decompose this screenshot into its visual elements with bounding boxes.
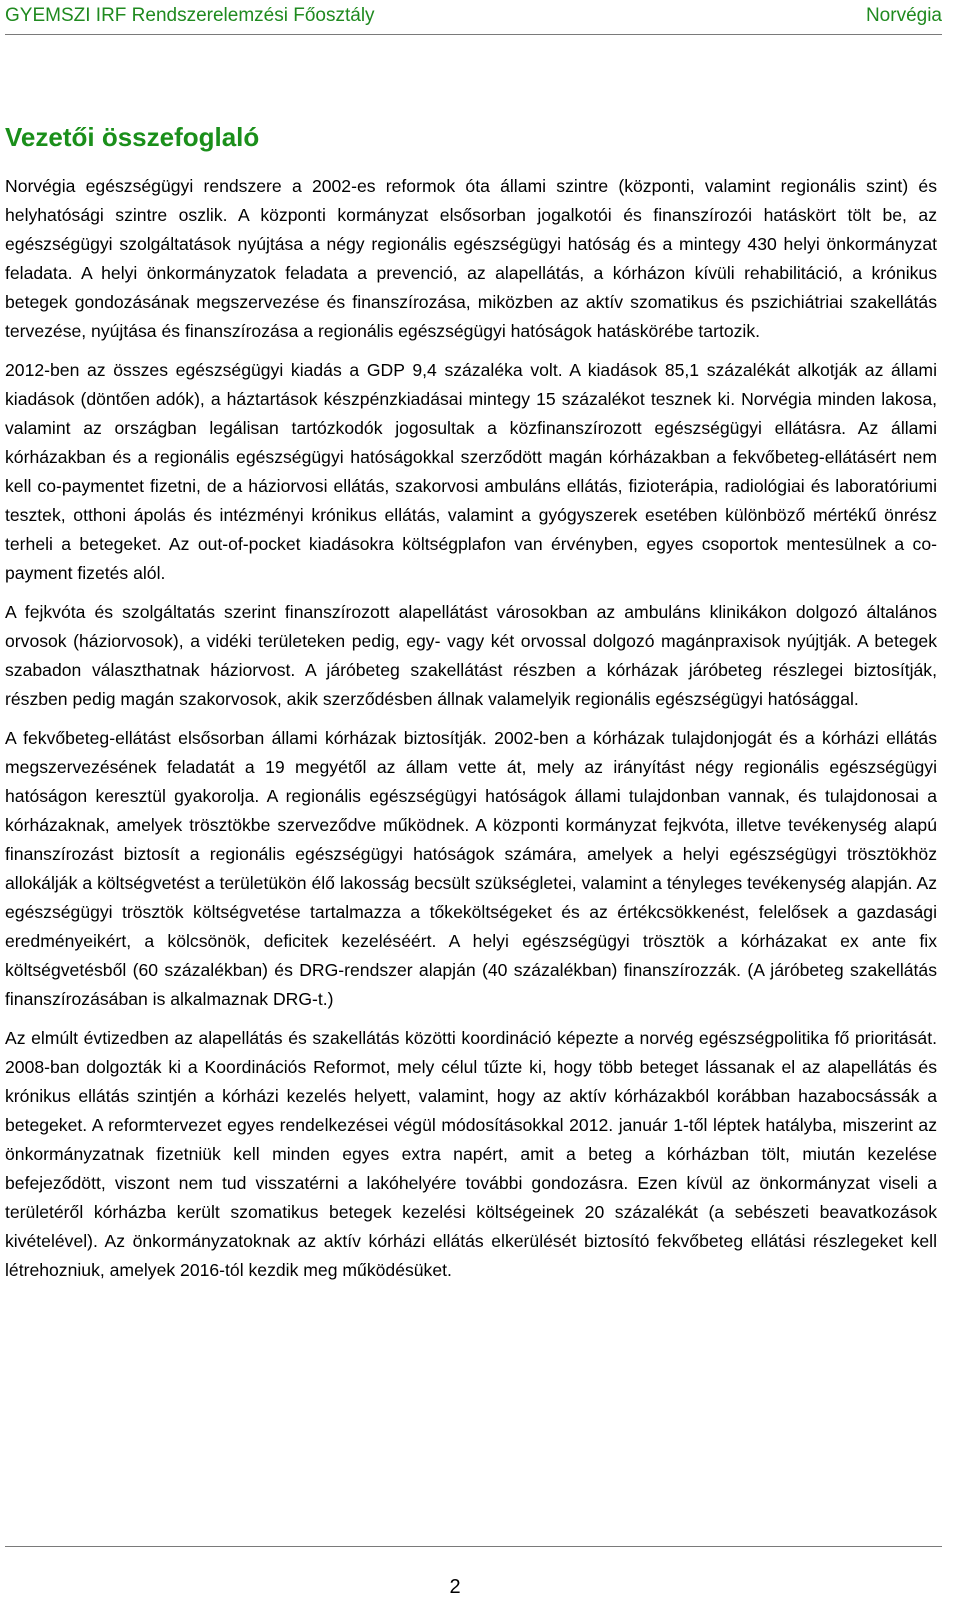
header-organization: GYEMSZI IRF Rendszerelemzési Főosztály xyxy=(5,5,375,26)
paragraph-1: Norvégia egészségügyi rendszere a 2002-es reformok óta állami szintre (központi, valamint regionális szint) és helyhatósági szintre oszlik. A központi kormányzat elsősorban jogalkotói és finanszírozói hatáskört tölt be, az egészségügyi szolgáltatások nyújtása a négy regionális egészségügyi hatóság és a mintegy 430 helyi önkormányzat feladata. A helyi önkormányzatok feladata a prevenció, az alapellátás, a kórházon kívüli rehabilitáció, a krónikus betegek gondozásának megszervezése és finanszírozása, miközben az aktív szomatikus és pszichiátriai szakellátás tervezése, nyújtása és finanszírozása a regionális egészségügyi hatóságok hatáskörébe tartozik. xyxy=(5,176,937,341)
page-title: Vezetői összefoglaló xyxy=(5,122,260,152)
page-number: 2 xyxy=(449,1576,461,1598)
paragraph-2: 2012-ben az összes egészségügyi kiadás a GDP 9,4 százaléka volt. A kiadások 85,1 százalékát alkotják az állami kiadások (döntően adók), a háztartások készpénzkiadásai mintegy 15 százalékot tesznek ki. Norvégia minden lakosa, valamint az országban legálisan tartózkodók jogosultak a közfinanszírozott egészségügyi ellátásra. Az állami kórházakban és a regionális egészségügyi hatóságokkal szerződött magán kórházakban a fekvőbeteg-ellátásért nem kell co-paymentet fizetni, de a háziorvosi ellátás, szakorvosi ambuláns ellátás, fizioterápia, radiológiai és laboratóriumi tesztek, otthoni ápolás és intézményi krónikus ellátás, valamint a gyógyszerek esetében különböző mértékű önrész terheli a betegeket. Az out-of-pocket kiadásokra költségplafon van érvényben, egyes csoportok mentesülnek a co-payment fizetés alól. xyxy=(5,360,937,583)
paragraph-4: A fekvőbeteg-ellátást elsősorban állami kórházak biztosítják. 2002-ben a kórházak tulajdonjogát és a kórházi ellátás megszervezésének feladatát a 19 megyétől az állam vette át, mely az irányítást négy regionális egészségügyi hatóságon keresztül gyakorolja. A regionális egészségügyi hatóságok állami tulajdonban vannak, és tulajdonosai a kórházaknak, amelyek trösztökbe szerveződve működnek. A központi kormányzat fejkvóta, illetve tevékenység alapú finanszírozást biztosít a regionális egészségügyi hatóságok számára, amelyek a helyi egészségügyi trösztökhöz allokálják a költségvetést a területükön élő lakosság becsült szükségletei, valamint a tényleges tevékenység alapján. Az egészségügyi trösztök költségvetése tartalmazza a tőkeköltségeket és az értékcsökkenést, felelősek a gazdasági eredményeikért, a kölcsönök, deficitek kezeléséért. A helyi egészségügyi trösztök a kórházakat ex ante fix költségvetésből (60 százalékban) és DRG-rendszer alapján (40 százalékban) finanszírozzák. (A járóbeteg szakellátás finanszírozásában is alkalmaznak DRG-t.) xyxy=(5,728,937,1009)
document-body xyxy=(5,172,937,1295)
footer-divider xyxy=(5,1546,942,1547)
paragraph-3: A fejkvóta és szolgáltatás szerint finanszírozott alapellátást városokban az ambuláns klinikákon dolgozó általános orvosok (háziorvosok), a vidéki területeken pedig, egy- vagy két orvossal dolgozó magánpraxisok nyújtják. A betegek szabadon választhatnak háziorvost. A járóbeteg szakellátást részben a kórházak járóbeteg részlegei biztosítják, részben pedig magán szakorvosok, akik szerződésben állnak valamelyik regionális egészségügyi hatósággal. xyxy=(5,602,937,709)
paragraph-5: Az elmúlt évtizedben az alapellátás és szakellátás közötti koordináció képezte a norvég egészségpolitika fő prioritását. 2008-ban dolgozták ki a Koordinációs Reformot, mely célul tűzte ki, hogy több beteget lássanak el az alapellátás és krónikus ellátás szintjén a kórházi kezelés helyett, valamint, hogy az aktív kórházakból korábban hazabocsássák a betegeket. A reformtervezet egyes rendelkezései végül módosításokkal 2012. január 1-től léptek hatályba, miszerint az önkormányzatnak fizetniük kell minden egyes extra napért, amit a beteg a kórházban tölt, miután kezelése befejeződött, viszont nem tud visszatérni a lakóhelyére további gondozásra. Ezen kívül az önkormányzat viseli a területéről kórházba került szomatikus betegek kezelési költségeinek 20 százalékát (a sebészeti beavatkozások kivételével). Az önkormányzatoknak az aktív kórházi ellátás elkerülését biztosító fekvőbeteg ellátási részlegeket kell létrehozniuk, amelyek 2016-tól kezdik meg működésüket. xyxy=(5,1028,937,1280)
page-header xyxy=(5,2,942,30)
header-country: Norvégia xyxy=(865,5,942,26)
header-divider xyxy=(5,34,942,35)
